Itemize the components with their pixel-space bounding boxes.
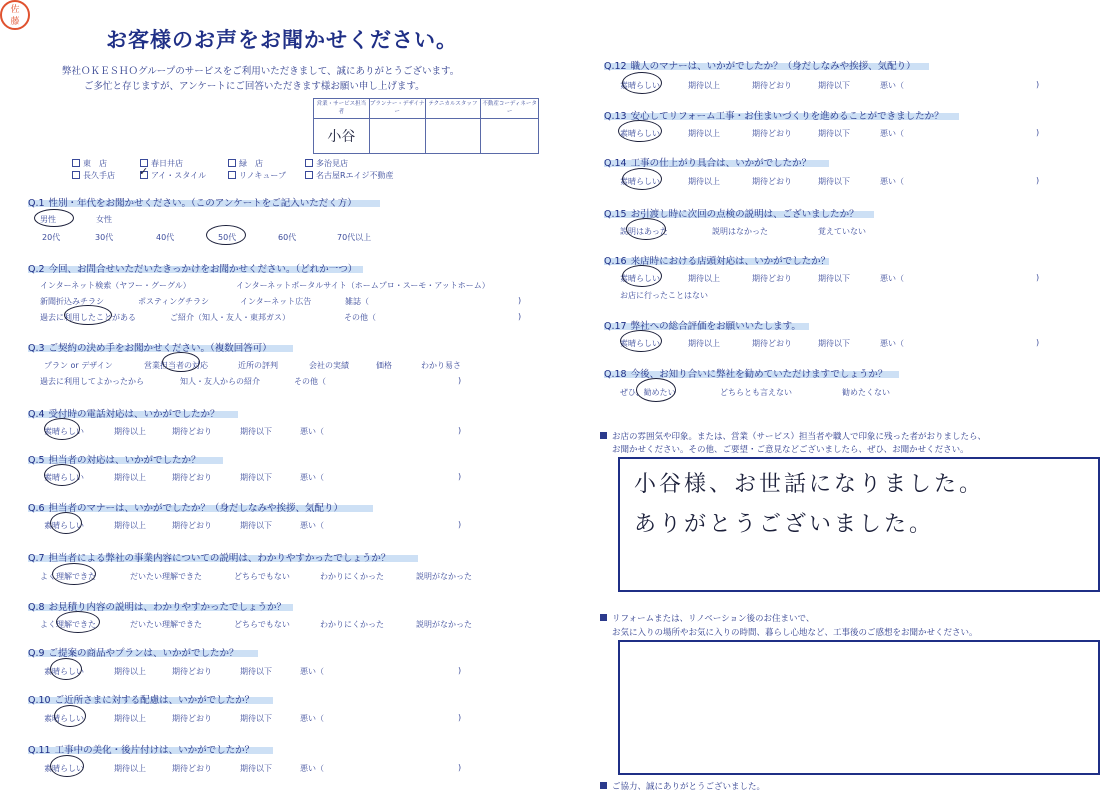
option[interactable]: 期待以上 bbox=[688, 339, 720, 348]
question-q15: Q.15 お引渡し時に次回の点検の説明は、ございましたか？ bbox=[604, 209, 859, 220]
option: ) bbox=[1036, 338, 1040, 347]
option[interactable]: だいたい理解できた bbox=[130, 572, 202, 581]
checkbox-icon[interactable] bbox=[305, 159, 313, 167]
staff-value-planner[interactable] bbox=[369, 119, 425, 154]
option: ) bbox=[458, 520, 462, 529]
survey-title: お客様のお声をお聞かせください。 bbox=[106, 28, 458, 52]
option[interactable]: 期待以上 bbox=[114, 521, 146, 530]
option[interactable]: 期待どおり bbox=[752, 274, 792, 283]
option[interactable]: 期待以上 bbox=[688, 81, 720, 90]
answer-circle bbox=[622, 265, 662, 287]
staff-header-planner: プランナー・デザイナー bbox=[369, 99, 425, 119]
checkbox-icon[interactable] bbox=[228, 159, 236, 167]
question-q6: Q.6 担当者のマナーは、いかがでしたか？（身だしなみや挨拶、気配り） bbox=[28, 503, 344, 514]
option[interactable]: わかり易さ bbox=[421, 361, 461, 370]
question-q9: Q.9 ご提案の商品やプランは、いかがでしたか？ bbox=[28, 648, 239, 659]
option[interactable]: 女性 bbox=[96, 215, 112, 224]
question-q5: Q.5 担当者の対応は、いかがでしたか？ bbox=[28, 455, 201, 466]
question-q4: Q.4 受付時の電話対応は、いかがでしたか？ bbox=[28, 409, 220, 420]
shop-item[interactable]: 緑 店 bbox=[228, 158, 263, 169]
shop-item[interactable]: リノキューブ bbox=[228, 170, 286, 181]
answer-circle bbox=[206, 225, 246, 245]
checkbox-icon[interactable] bbox=[228, 171, 236, 179]
handwritten-line-2: ありがとうございました。 bbox=[634, 512, 935, 537]
option[interactable]: 知人・友人からの紹介 bbox=[180, 377, 260, 386]
option[interactable]: 覚えていない bbox=[818, 227, 866, 236]
option: ) bbox=[1036, 128, 1040, 137]
answer-circle bbox=[636, 378, 676, 402]
option[interactable]: 期待以下 bbox=[818, 274, 850, 283]
answer-circle bbox=[50, 658, 82, 680]
option[interactable]: 説明はあった bbox=[620, 227, 668, 236]
option[interactable]: わかりにくかった bbox=[320, 572, 384, 581]
option[interactable]: 期待どおり bbox=[172, 667, 212, 676]
question-q10: Q.10 ご近所さまに対する配慮は、いかがでしたか？ bbox=[28, 695, 255, 706]
option[interactable]: 期待以上 bbox=[114, 714, 146, 723]
option[interactable]: 説明はなかった bbox=[712, 227, 768, 236]
option[interactable]: 価格 bbox=[376, 361, 392, 370]
handwritten-line-1: 小谷様、お世話になりました。 bbox=[634, 472, 985, 497]
option[interactable]: ご紹介（知人・友人・東邦ガス） bbox=[170, 313, 290, 322]
option[interactable]: 期待以下 bbox=[818, 177, 850, 186]
option[interactable]: 期待以下 bbox=[818, 339, 850, 348]
comment2-prompt-line-1: リフォームまたは、リノベーション後のお住まいで、 bbox=[600, 612, 814, 624]
option[interactable]: どちらでもない bbox=[234, 620, 290, 629]
option: ) bbox=[458, 713, 462, 722]
option[interactable]: 期待以上 bbox=[114, 764, 146, 773]
comment1-prompt-line-1: お店の雰囲気や印象。または、営業（サービス）担当者や職人で印象に残った者がおりましたら、 bbox=[600, 430, 986, 442]
question-q7: Q.7 担当者による弊社の事業内容についての説明は、わかりやすかったでしょうか？ bbox=[28, 553, 391, 564]
option[interactable]: ぜひ、勧めたい bbox=[620, 388, 676, 397]
option[interactable]: 素晴らしい bbox=[44, 473, 84, 482]
option[interactable]: 期待以下 bbox=[818, 81, 850, 90]
answer-circle bbox=[620, 330, 662, 352]
comment1-box[interactable] bbox=[618, 457, 1100, 592]
option[interactable]: 素晴らしい bbox=[44, 764, 84, 773]
staff-value-technical[interactable] bbox=[425, 119, 481, 154]
answer-circle bbox=[64, 305, 112, 325]
option[interactable]: 過去に利用してよかったから bbox=[40, 377, 144, 386]
option[interactable]: 素晴らしい bbox=[620, 177, 660, 186]
option[interactable]: インターネット検索（ヤフー・グーグル） bbox=[40, 281, 191, 290]
option[interactable]: 20代 bbox=[42, 233, 61, 242]
option[interactable]: 期待以上 bbox=[114, 667, 146, 676]
question-q2: Q.2 今回、お問合せいただいたきっかけをお聞かせください。（どれか一つ） bbox=[28, 264, 358, 275]
option[interactable]: 期待どおり bbox=[752, 129, 792, 138]
square-bullet-icon bbox=[600, 614, 607, 621]
option: ) bbox=[458, 426, 462, 435]
option[interactable]: 期待以上 bbox=[688, 274, 720, 283]
option[interactable]: 悪い（ bbox=[880, 129, 904, 138]
option[interactable]: 説明がなかった bbox=[416, 620, 472, 629]
option[interactable]: だいたい理解できた bbox=[130, 620, 202, 629]
option[interactable]: 悪い（ bbox=[880, 177, 904, 186]
square-bullet-icon bbox=[600, 432, 607, 439]
option[interactable]: 素晴らしい bbox=[44, 521, 84, 530]
shop-item[interactable]: 長久手店 bbox=[72, 170, 115, 181]
checkbox-icon[interactable] bbox=[305, 171, 313, 179]
option[interactable]: よく理解できた bbox=[40, 620, 96, 629]
shop-item[interactable]: 春日井店 bbox=[140, 158, 183, 169]
option[interactable]: どちらとも言えない bbox=[720, 388, 792, 397]
option: ) bbox=[458, 763, 462, 772]
answer-circle bbox=[34, 209, 74, 227]
question-q8: Q.8 お見積り内容の説明は、わかりやすかったでしょうか？ bbox=[28, 602, 287, 613]
option[interactable]: 期待以下 bbox=[818, 129, 850, 138]
staff-value-realestate[interactable] bbox=[481, 119, 539, 154]
comment1-prompt-line-2: お聞かせください。その他、ご要望・ご意見などございましたら、ぜひ、お聞かせください。 bbox=[612, 445, 969, 455]
option[interactable]: 期待どおり bbox=[172, 473, 212, 482]
staff-header-realestate: 不動産コーディネーター bbox=[481, 99, 539, 119]
option[interactable]: 期待以下 bbox=[240, 667, 272, 676]
option[interactable]: 60代 bbox=[278, 233, 297, 242]
option[interactable]: 30代 bbox=[95, 233, 114, 242]
option[interactable]: 悪い（ bbox=[880, 81, 904, 90]
shop-item[interactable]: 名古屋Rエイジ不動産 bbox=[305, 170, 394, 181]
shop-item[interactable]: 多治見店 bbox=[305, 158, 348, 169]
answer-circle bbox=[54, 705, 86, 727]
option[interactable]: 悪い（ bbox=[300, 427, 324, 436]
option[interactable]: 男性 bbox=[40, 215, 56, 224]
option[interactable]: 素晴らしい bbox=[44, 667, 84, 676]
answer-circle bbox=[626, 218, 666, 240]
staff-table bbox=[313, 98, 539, 154]
option[interactable]: ポスティングチラシ bbox=[138, 297, 210, 306]
square-bullet-icon bbox=[600, 782, 607, 789]
option[interactable]: 期待どおり bbox=[172, 764, 212, 773]
option[interactable]: 期待以下 bbox=[240, 473, 272, 482]
option[interactable]: 素晴らしい bbox=[620, 274, 660, 283]
question-q13: Q.13 安心してリフォーム工事・お住まいづくりを進めることができましたか？ bbox=[604, 111, 944, 122]
option: ) bbox=[458, 376, 462, 385]
option[interactable]: 70代以上 bbox=[337, 233, 372, 242]
checkbox-icon[interactable] bbox=[72, 159, 80, 167]
option[interactable]: どちらでもない bbox=[234, 572, 290, 581]
answer-circle bbox=[50, 755, 84, 777]
option[interactable]: 会社の実績 bbox=[309, 361, 349, 370]
staff-header-technical: テクニカルスタッフ bbox=[425, 99, 481, 119]
option[interactable]: 過去に利用したことがある bbox=[40, 313, 136, 322]
answer-circle bbox=[56, 611, 100, 633]
option[interactable]: 悪い（ bbox=[300, 764, 324, 773]
option[interactable]: 悪い（ bbox=[880, 339, 904, 348]
option[interactable]: 期待以下 bbox=[240, 427, 272, 436]
option[interactable]: お店に行ったことはない bbox=[620, 291, 708, 300]
option[interactable]: 期待以上 bbox=[114, 427, 146, 436]
comment2-prompt-line-2: お気に入りの場所やお気に入りの時間、暮らし心地など、工事後のご感想をお聞かせください。 bbox=[612, 628, 978, 638]
option[interactable]: 勧めたくない bbox=[842, 388, 890, 397]
question-q3: Q.3 ご契約の決め手をお聞かせください。（複数回答可） bbox=[28, 343, 272, 354]
option[interactable]: 営業担当者の対応 bbox=[144, 361, 208, 370]
intro-line-1: 弊社ＯＫＥＳＨＯグループのサービスをご利用いただきまして、誠にありがとうございます。 bbox=[62, 66, 460, 77]
question-q18: Q.18 今後、お知り合いに弊社を勧めていただけますでしょうか？ bbox=[604, 369, 888, 380]
option[interactable]: 期待以上 bbox=[688, 177, 720, 186]
option[interactable]: 期待以下 bbox=[240, 764, 272, 773]
option[interactable]: 期待以上 bbox=[688, 129, 720, 138]
option[interactable]: 素晴らしい bbox=[44, 714, 84, 723]
option[interactable]: 新聞折込みチラシ bbox=[40, 297, 104, 306]
option[interactable]: その他（ bbox=[344, 313, 376, 322]
question-q17: Q.17 弊社への総合評価をお願いいたします。 bbox=[604, 321, 801, 332]
name-seal-stamp: 佐 藤 bbox=[0, 0, 30, 30]
option[interactable]: 素晴らしい bbox=[620, 339, 660, 348]
option[interactable]: 素晴らしい bbox=[44, 427, 84, 436]
answer-circle bbox=[44, 464, 80, 486]
answer-circle bbox=[52, 563, 96, 585]
question-q16: Q.16 来店時における店頭対応は、いかがでしたか？ bbox=[604, 256, 831, 267]
answer-circle bbox=[618, 120, 662, 142]
intro-line-2: ご多忙と存じますが、アンケートにご回答いただきます様お願い申し上げます。 bbox=[84, 81, 425, 92]
option: ) bbox=[518, 312, 522, 321]
staff-value-sales[interactable]: 小谷 bbox=[314, 119, 370, 154]
checkbox-icon[interactable] bbox=[72, 171, 80, 179]
question-q12: Q.12 職人のマナーは、いかがでしたか？（身だしなみや挨拶、気配り） bbox=[604, 61, 916, 72]
option[interactable]: 説明がなかった bbox=[416, 572, 472, 581]
option: ) bbox=[1036, 176, 1040, 185]
option[interactable]: 期待以下 bbox=[240, 521, 272, 530]
option[interactable]: 50代 bbox=[218, 233, 237, 242]
option: ) bbox=[1036, 80, 1040, 89]
option: ) bbox=[458, 472, 462, 481]
comment2-box[interactable] bbox=[618, 640, 1100, 775]
check-mark-icon: ✓ bbox=[139, 165, 149, 178]
option: ) bbox=[458, 666, 462, 675]
answer-circle bbox=[622, 72, 662, 94]
shop-item[interactable]: アイ・スタイル bbox=[140, 170, 206, 181]
option[interactable]: 期待以上 bbox=[114, 473, 146, 482]
option: ) bbox=[1036, 273, 1040, 282]
option[interactable]: インターネットポータルサイト（ホームプロ・スーモ・アットホーム） bbox=[236, 281, 490, 290]
option[interactable]: 期待どおり bbox=[172, 714, 212, 723]
question-q11: Q.11 工事中の美化・後片付けは、いかがでしたか？ bbox=[28, 745, 255, 756]
option[interactable]: 期待どおり bbox=[172, 521, 212, 530]
option[interactable]: 素晴らしい bbox=[620, 81, 660, 90]
option: ) bbox=[518, 296, 522, 305]
answer-circle bbox=[50, 512, 82, 534]
option[interactable]: わかりにくかった bbox=[320, 620, 384, 629]
option[interactable]: 悪い（ bbox=[880, 274, 904, 283]
option[interactable]: よく理解できた bbox=[40, 572, 96, 581]
option[interactable]: 期待以下 bbox=[240, 714, 272, 723]
closing-message: ご協力、誠にありがとうございました。 bbox=[600, 780, 765, 792]
option[interactable]: 期待どおり bbox=[752, 81, 792, 90]
option[interactable]: プラン or デザイン bbox=[44, 361, 113, 370]
option[interactable]: 近所の評判 bbox=[238, 361, 278, 370]
option[interactable]: 40代 bbox=[156, 233, 175, 242]
shop-item[interactable]: 東 店 bbox=[72, 158, 107, 169]
option[interactable]: 期待どおり bbox=[752, 177, 792, 186]
option[interactable]: 悪い（ bbox=[300, 714, 324, 723]
option[interactable]: 悪い（ bbox=[300, 667, 324, 676]
option[interactable]: 悪い（ bbox=[300, 521, 324, 530]
staff-header-sales: 営業・サービス担当者 bbox=[314, 99, 370, 119]
answer-circle bbox=[622, 168, 662, 190]
option[interactable]: インターネット広告 bbox=[240, 297, 312, 306]
option[interactable]: 期待どおり bbox=[752, 339, 792, 348]
question-q1: Q.1 性別・年代をお聞かせください。（このアンケートをご記入いただく方） bbox=[28, 198, 357, 209]
option[interactable]: その他（ bbox=[294, 377, 326, 386]
option[interactable]: 期待どおり bbox=[172, 427, 212, 436]
option[interactable]: 素晴らしい bbox=[620, 129, 660, 138]
answer-circle bbox=[162, 352, 200, 372]
option[interactable]: 雑誌（ bbox=[345, 297, 369, 306]
option[interactable]: 悪い（ bbox=[300, 473, 324, 482]
question-q14: Q.14 工事の仕上がり具合は、いかがでしたか？ bbox=[604, 158, 812, 169]
answer-circle bbox=[44, 418, 80, 440]
